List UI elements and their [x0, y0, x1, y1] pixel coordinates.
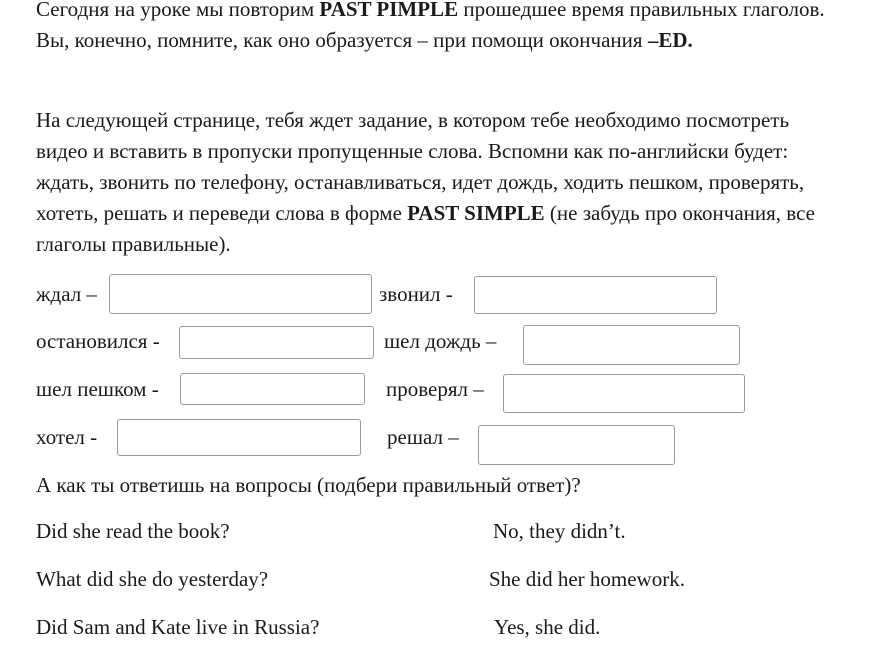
question-item: Did Sam and Kate live in Russia? — [36, 615, 320, 639]
answer-option[interactable]: Yes, she did. — [494, 615, 601, 639]
label-stopped: остановился - — [36, 329, 160, 353]
answer-field-wanted[interactable] — [117, 419, 361, 456]
intro-bold-term: PAST SIMPLE — [407, 201, 545, 225]
label-phoned: звонил - — [379, 282, 453, 306]
label-decided: решал – — [387, 425, 459, 449]
answer-field-checked[interactable] — [503, 374, 745, 413]
intro-text: Сегодня на уроке мы повторим — [36, 0, 320, 21]
answer-option[interactable]: She did her homework. — [489, 567, 685, 591]
label-walked: шел пешком - — [36, 377, 159, 401]
label-waited: ждал – — [36, 282, 97, 306]
answer-field-decided[interactable] — [478, 425, 675, 465]
intro-bold-term: PAST PIMPLE — [319, 0, 459, 21]
intro-text: прошедшее время правильных глаголов. Вы, конечно, помните, как оно образуется – при помощи окончания — [36, 0, 825, 52]
answer-field-walked[interactable] — [180, 373, 365, 405]
questions-heading: А как ты ответишь на вопросы (подбери правильный ответ)? — [36, 473, 581, 497]
answer-option[interactable]: No, they didn’t. — [493, 519, 626, 543]
label-wanted: хотел - — [36, 425, 98, 449]
intro-text: (не забудь про окончания, все глаголы правильные). — [36, 201, 815, 256]
intro-paragraph-2 — [36, 105, 836, 260]
label-checked: проверял – — [386, 377, 484, 401]
answer-field-stopped[interactable] — [179, 326, 374, 359]
intro-bold-ending: –ED. — [647, 28, 693, 52]
answer-field-waited[interactable] — [109, 274, 372, 314]
question-item: What did she do yesterday? — [36, 567, 269, 591]
intro-paragraph-1 — [36, 0, 836, 56]
answer-field-rained[interactable] — [523, 325, 740, 365]
question-item: Did she read the book? — [36, 519, 230, 543]
intro-text: На следующей странице, тебя ждет задание, в котором тебе необходимо посмотреть видео и вставить в пропуски пропущенные слова. Вспомни как по-английски будет: ждать, звонить по телефону, останавливаться, идет дождь, ходить пешком, проверять, хотеть, решать и переведи слова в форме — [36, 108, 805, 225]
label-rained: шел дождь – — [384, 329, 497, 353]
answer-field-phoned[interactable] — [474, 276, 717, 314]
